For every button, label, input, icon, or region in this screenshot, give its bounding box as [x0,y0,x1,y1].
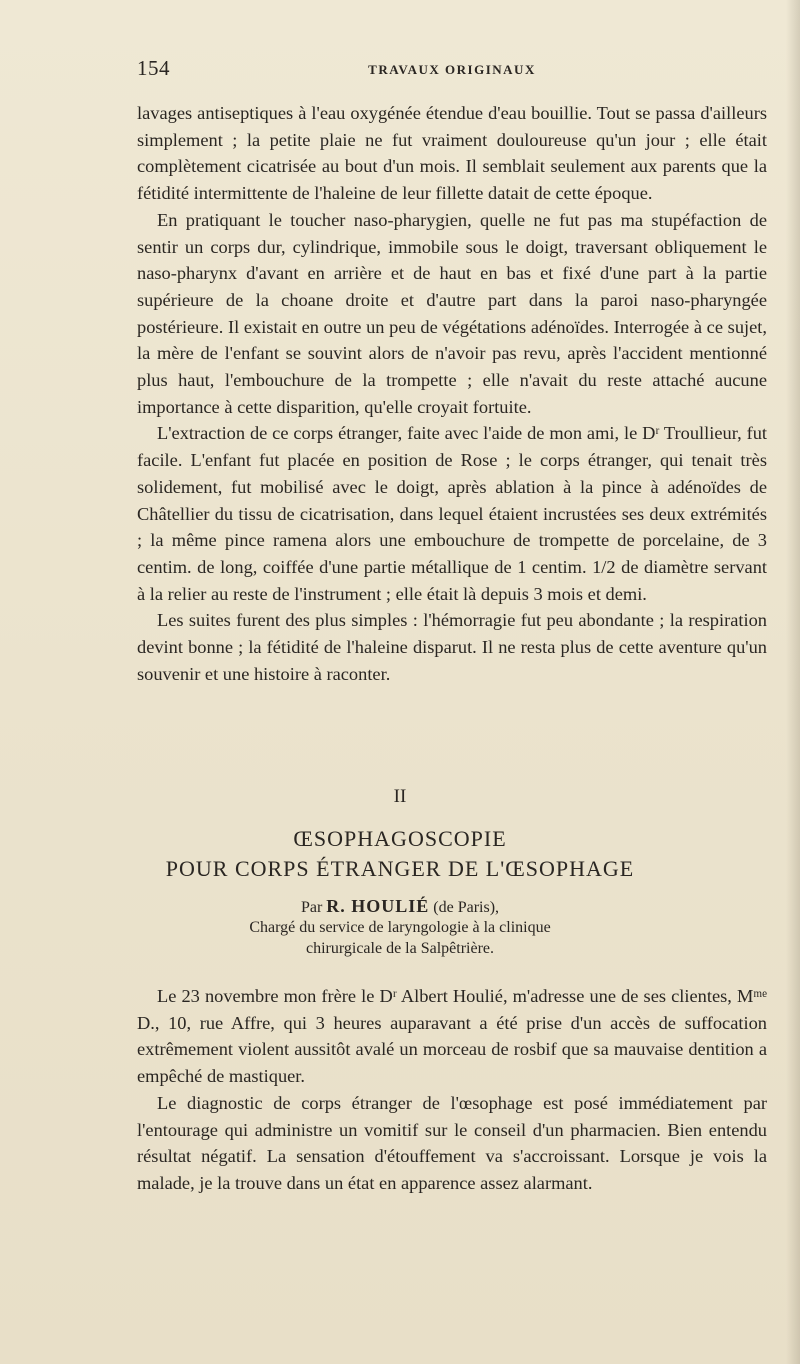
author-affiliation-line-2: chirurgicale de la Salpêtrière. [305,940,495,957]
paragraph: Les suites furent des plus simples : l'hémorragie fut peu abondante ; la respiration devint bonne ; la fétidité de l'haleine disparut. Il ne resta plus de cette aventure qu'un souvenir et une histoire à raconter. [137,610,767,684]
byline-suffix: (de Paris), [433,899,500,916]
author-affiliation-line-1: Chargé du service de laryngologie à la clinique [249,919,551,936]
article-title-line-1: ŒSOPHAGOSCOPIE [293,826,507,851]
article-title-line-2: POUR CORPS ÉTRANGER DE L'ŒSOPHAGE [165,856,635,881]
byline-prefix: Par [300,899,323,916]
text-block-new-article [137,983,767,1197]
running-title: TRAVAUX ORIGINAUX [368,62,536,77]
text-block-previous-article [137,100,767,687]
page-edge-shadow [786,0,800,1364]
paragraph: lavages antiseptiques à l'eau oxygénée étendue d'eau bouillie. Tout se passa d'ailleurs simplement ; la petite plaie ne fut vraiment douloureuse qu'un jour ; elle était complètement cicatrisée au bout d'un mois. Il semblait seulement aux parents que la fétidité intermittente de l'haleine de leur fillette datait de cette époque. [137,103,767,204]
section-number: II [393,786,407,807]
paragraph: En pratiquant le toucher naso-pharygien, quelle ne fut pas ma stupéfaction de sentir un corps dur, cylindrique, immobile sous le doigt, traversant obliquement le naso-pharynx d'avant en arrière et de haut en bas et fixé d'une part à la partie supérieure de la choane droite et d'autre part dans la paroi naso-pharyngée postérieure. Il existait en outre un peu de végétations adénoïdes. Interrogée à ce sujet, la mère de l'enfant se souvint alors de n'avoir pas revu, après l'accident mentionné plus haut, l'embouchure de la trompette ; elle n'avait du reste attaché aucune importance à cette disparition, qu'elle croyait fortuite. [137,209,767,417]
paragraph: Le 23 novembre mon frère le Dʳ Albert Houlié, m'adresse une de ses clientes, Mᵐᵉ D., 10, rue Affre, qui 3 heures auparavant a été prise d'un accès de suffocation extrêmement violent aussitôt avalé un morceau de rosbif que sa mauvaise dentition a empêché de mastiquer. [137,986,767,1087]
page-header [137,56,767,86]
paragraph: L'extraction de ce corps étranger, faite avec l'aide de mon ami, le Dʳ Troullieur, fut facile. L'enfant fut placée en position de Rose ; le corps étranger, qui tenait très solidement, fut mobilisé avec le doigt, après ablation à la pince à adénoïdes de Châtellier du tissu de cicatrisation, dans lequel étaient incrustées ses deux extrémités ; la même pince ramena alors une embouchure de trompette de porcelaine, de 3 centim. de long, coiffée d'une partie métallique de 1 centim. 1/2 de diamètre servant à la relier au reste de l'instrument ; elle était là depuis 3 mois et demi. [137,423,767,604]
author-name: R. HOULIÉ [326,896,430,916]
page-number: 154 [137,56,170,80]
byline [60,896,740,917]
paragraph: Le diagnostic de corps étranger de l'œsophage est posé immédiatement par l'entourage qui administre un vomitif sur le conseil d'un pharmacien. Bien entendu résultat négatif. La sensation d'étouffement va s'accroissant. Lorsque je vois la malade, je la trouve dans un état en apparence assez alarmant. [137,1092,767,1193]
